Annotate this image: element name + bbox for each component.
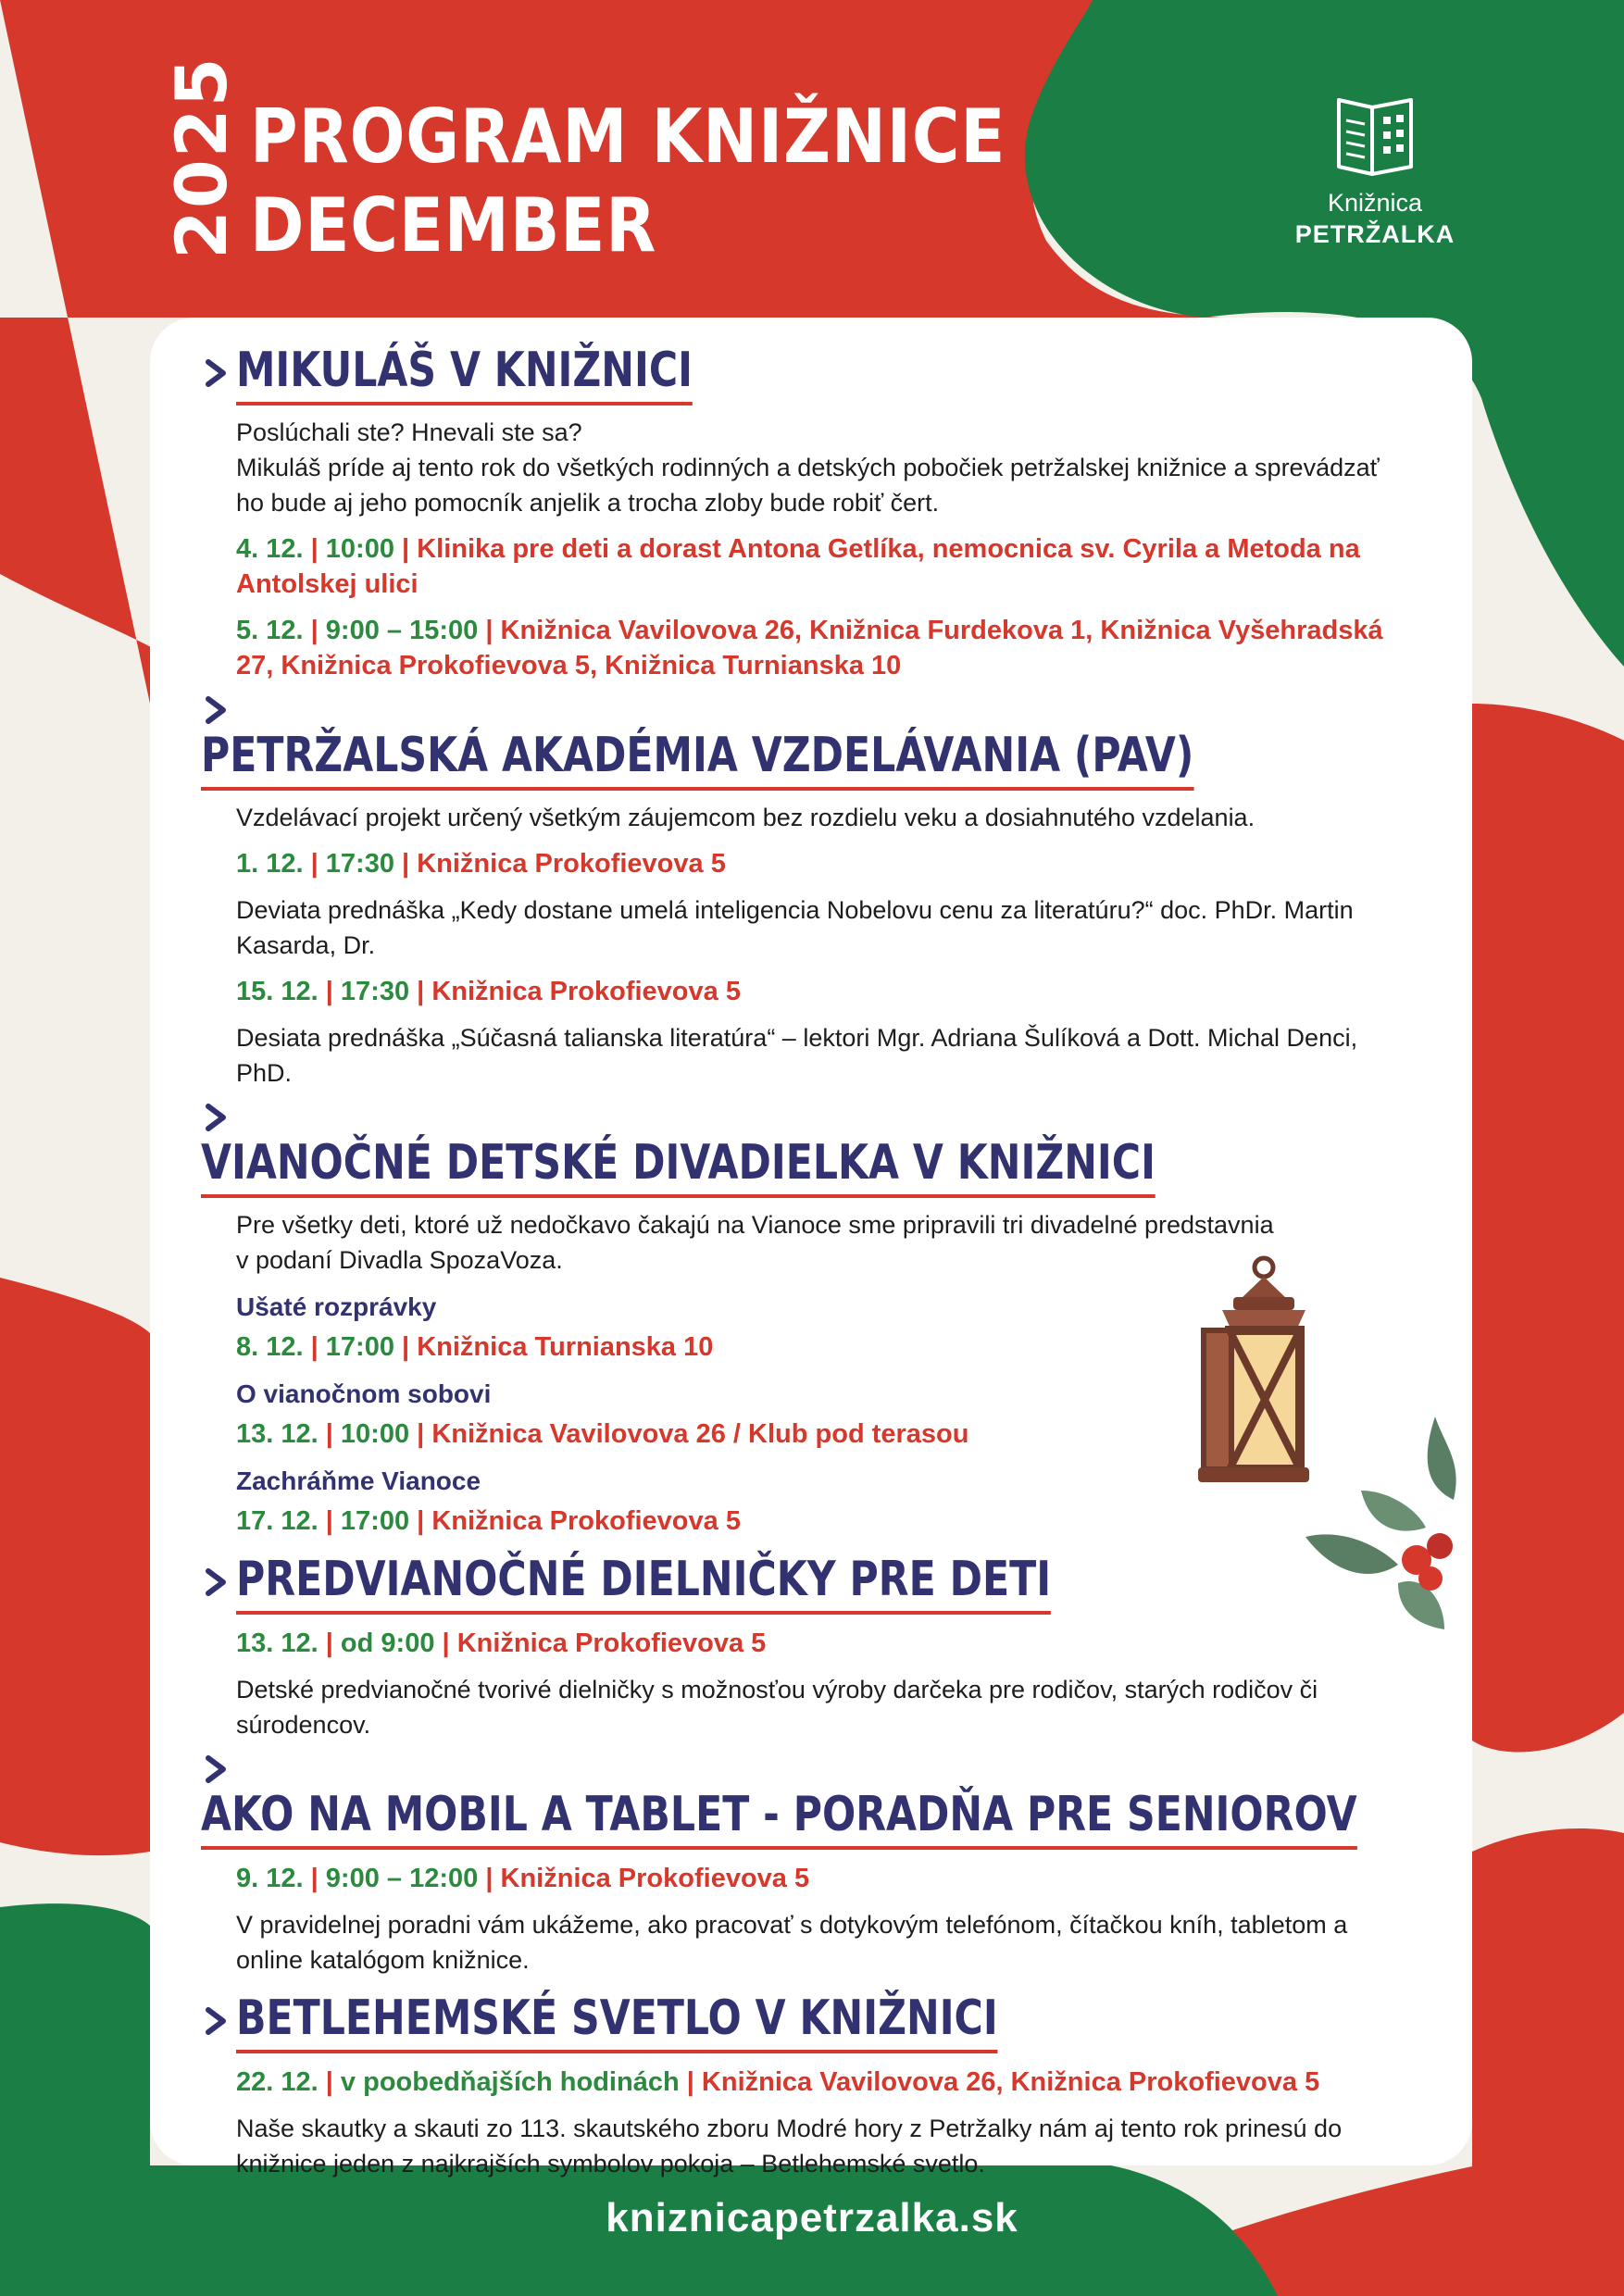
section-title: VIANOČNÉ DETSKÉ DIVADIELKA V KNIŽNICI — [201, 1133, 1156, 1198]
book-building-icon — [1335, 93, 1415, 178]
show-name: Ušaté rozprávky — [236, 1292, 437, 1321]
chevron-right-icon — [201, 357, 232, 389]
section-title: AKO NA MOBIL A TABLET - PORADŇA PRE SENIOROV — [201, 1785, 1357, 1850]
event-place: Knižnica Prokofievova 5 — [417, 849, 726, 879]
title-line-2: DECEMBER — [250, 182, 657, 268]
event-line: 5. 12. | 9:00 – 15:00 | Knižnica Vavilovova 26, Knižnica Furdekova 1, Knižnica Vyšehradská 27, Knižnica Prokofievova 5, Knižnica Turnianska 10 — [236, 616, 1383, 680]
event-place: Knižnica Vavilovova 26 / Klub pod terasou — [431, 1419, 969, 1449]
section-heading — [199, 694, 1412, 791]
event-place: Knižnica Prokofievova 5 — [431, 1506, 741, 1536]
section-title: PETRŽALSKÁ AKADÉMIA VZDELÁVANIA (PAV) — [201, 726, 1193, 791]
event-time: 9:00 – 12:00 — [325, 1864, 479, 1893]
event-time: 10:00 — [340, 1419, 410, 1449]
event-date: 15. 12. — [236, 977, 319, 1006]
event-date: 5. 12. — [236, 616, 304, 645]
event-line: 9. 12. | 9:00 – 12:00 | Knižnica Prokofievova 5 — [236, 1864, 810, 1893]
event-line: 13. 12. | 10:00 | Knižnica Vavilovova 26 / Klub pod terasou — [236, 1419, 969, 1449]
chevron-right-icon — [201, 694, 232, 726]
event-place: Knižnica Vavilovova 26, Knižnica Prokofievova 5 — [701, 2067, 1320, 2097]
section-heading — [199, 1753, 1611, 1850]
show-name: Zachráňme Vianoce — [236, 1466, 481, 1495]
chevron-right-icon — [201, 1566, 232, 1598]
event-place: Knižnica Turnianska 10 — [417, 1332, 714, 1362]
event-time: 17:00 — [340, 1506, 410, 1536]
section-svetlo — [236, 1989, 1384, 2181]
event-place: Knižnica Prokofievova 5 — [431, 977, 741, 1006]
event-time: od 9:00 — [340, 1628, 435, 1658]
section-pav — [201, 694, 1384, 1091]
event-description: Naše skautky a skauti zo 113. skautského zboru Modré hory z Petržalky nám aj tento rok prinesú do knižnice jeden z najkrajších symbolov pokoja – Betlehemské svetlo. — [236, 2115, 1343, 2177]
event-line: 15. 12. | 17:30 | Knižnica Prokofievova 5 — [236, 977, 741, 1006]
show-name: O vianočnom sobovi — [236, 1379, 492, 1408]
event-place: Knižnica Prokofievova 5 — [500, 1864, 810, 1893]
holly-icon — [1305, 1407, 1481, 1639]
website-link[interactable]: kniznicapetrzalka.sk — [606, 2195, 1018, 2240]
event-time: 9:00 – 15:00 — [325, 616, 479, 645]
event-description: Deviata prednáška „Kedy dostane umelá inteligencia Nobelovu cenu za literatúru?“ doc. PhDr. Martin Kasarda, Dr. — [236, 896, 1354, 959]
event-place: Knižnica Prokofievova 5 — [456, 1628, 767, 1658]
event-description: Detské predvianočné tvorivé dielničky s možnosťou výroby darčeka pre rodičov, starých rodičov či súrodencov. — [236, 1676, 1318, 1739]
event-time: v poobedňajších hodinách — [340, 2067, 680, 2097]
section-title: PREDVIANOČNÉ DIELNIČKY PRE DETI — [236, 1550, 1051, 1615]
chevron-right-icon — [201, 2005, 232, 2037]
event-date: 8. 12. — [236, 1332, 304, 1362]
year-label: 2025 — [160, 56, 243, 259]
page-title — [250, 93, 1109, 270]
chevron-right-icon — [201, 1102, 232, 1133]
section-intro: Vzdelávací projekt určený všetkým záujemcom bez rozdielu veku a dosiahnutého vzdelania. — [236, 804, 1255, 831]
event-time: 17:30 — [325, 849, 394, 879]
event-date: 13. 12. — [236, 1419, 319, 1449]
event-date: 13. 12. — [236, 1628, 319, 1658]
section-mobil — [201, 1753, 1384, 1978]
event-line: 22. 12. | v poobedňajších hodinách | Knižnica Vavilovova 26, Knižnica Prokofievova 5 — [236, 2067, 1320, 2097]
section-dielnicky — [236, 1550, 1384, 1742]
section-title: BETLEHEMSKÉ SVETLO V KNIŽNICI — [236, 1989, 998, 2053]
event-line: 1. 12. | 17:30 | Knižnica Prokofievova 5 — [236, 849, 726, 879]
event-time: 10:00 — [325, 534, 394, 564]
intro-text: Mikuláš príde aj tento rok do všetkých rodinných a detských pobočiek petržalskej knižnice a sprevádzať ho bude aj jeho pomocník anjelik a trocha zloby bude robiť čert. — [236, 454, 1380, 517]
event-date: 17. 12. — [236, 1506, 319, 1536]
event-line: 17. 12. | 17:00 | Knižnica Prokofievova 5 — [236, 1506, 741, 1536]
event-line: 4. 12. | 10:00 | Klinika pre deti a dorast Antona Getlíka, nemocnica sv. Cyrila a Metoda na Antolskej ulici — [236, 534, 1360, 599]
section-intro — [236, 415, 1384, 520]
event-line: 13. 12. | od 9:00 | Knižnica Prokofievova 5 — [236, 1628, 767, 1658]
intro-line: Poslúchali ste? Hnevali ste sa? — [236, 418, 582, 446]
section-intro: Pre všetky deti, ktoré už nedočkavo čakajú na Vianoce sme pripravili tri divadelné predstavnia v podaní Divadla SpozaVoza. — [236, 1211, 1274, 1274]
section-heading — [199, 1550, 1230, 1615]
event-date: 4. 12. — [236, 534, 304, 564]
chevron-right-icon — [201, 1753, 232, 1785]
event-place: Knižnica Vavilovova 26, Knižnica Furdekova 1, Knižnica Vyšehradská 27, Knižnica Prokofievova 5, Knižnica Turnianska 10 — [236, 616, 1383, 680]
section-heading — [199, 341, 793, 406]
event-description: V pravidelnej poradni vám ukážeme, ako pracovať s dotykovým telefónom, čítačkou kníh, tabletom a online katalógom knižnice. — [236, 1911, 1348, 1974]
library-logo[interactable] — [1292, 93, 1458, 250]
event-date: 1. 12. — [236, 849, 304, 879]
logo-line-2: PETRŽALKA — [1294, 220, 1455, 248]
event-date: 9. 12. — [236, 1864, 304, 1893]
title-line-1: PROGRAM KNIŽNICE — [250, 94, 1006, 180]
section-heading — [199, 1102, 1384, 1198]
event-date: 22. 12. — [236, 2067, 319, 2097]
event-time: 17:00 — [325, 1332, 394, 1362]
event-time: 17:30 — [340, 977, 410, 1006]
event-line: 8. 12. | 17:00 | Knižnica Turnianska 10 — [236, 1332, 714, 1362]
event-place: Klinika pre deti a dorast Antona Getlíka, nemocnica sv. Cyrila a Metoda na Antolskej ulici — [236, 534, 1360, 599]
logo-line-1: Knižnica — [1327, 189, 1423, 217]
section-mikulas — [236, 341, 1384, 683]
section-title: MIKULÁŠ V KNIŽNICI — [236, 341, 693, 406]
event-description: Desiata prednáška „Súčasná talianska literatúra“ – lektori Mgr. Adriana Šulíková a Dott. Michal Denci, PhD. — [236, 1024, 1358, 1087]
section-heading — [199, 1989, 1166, 2053]
